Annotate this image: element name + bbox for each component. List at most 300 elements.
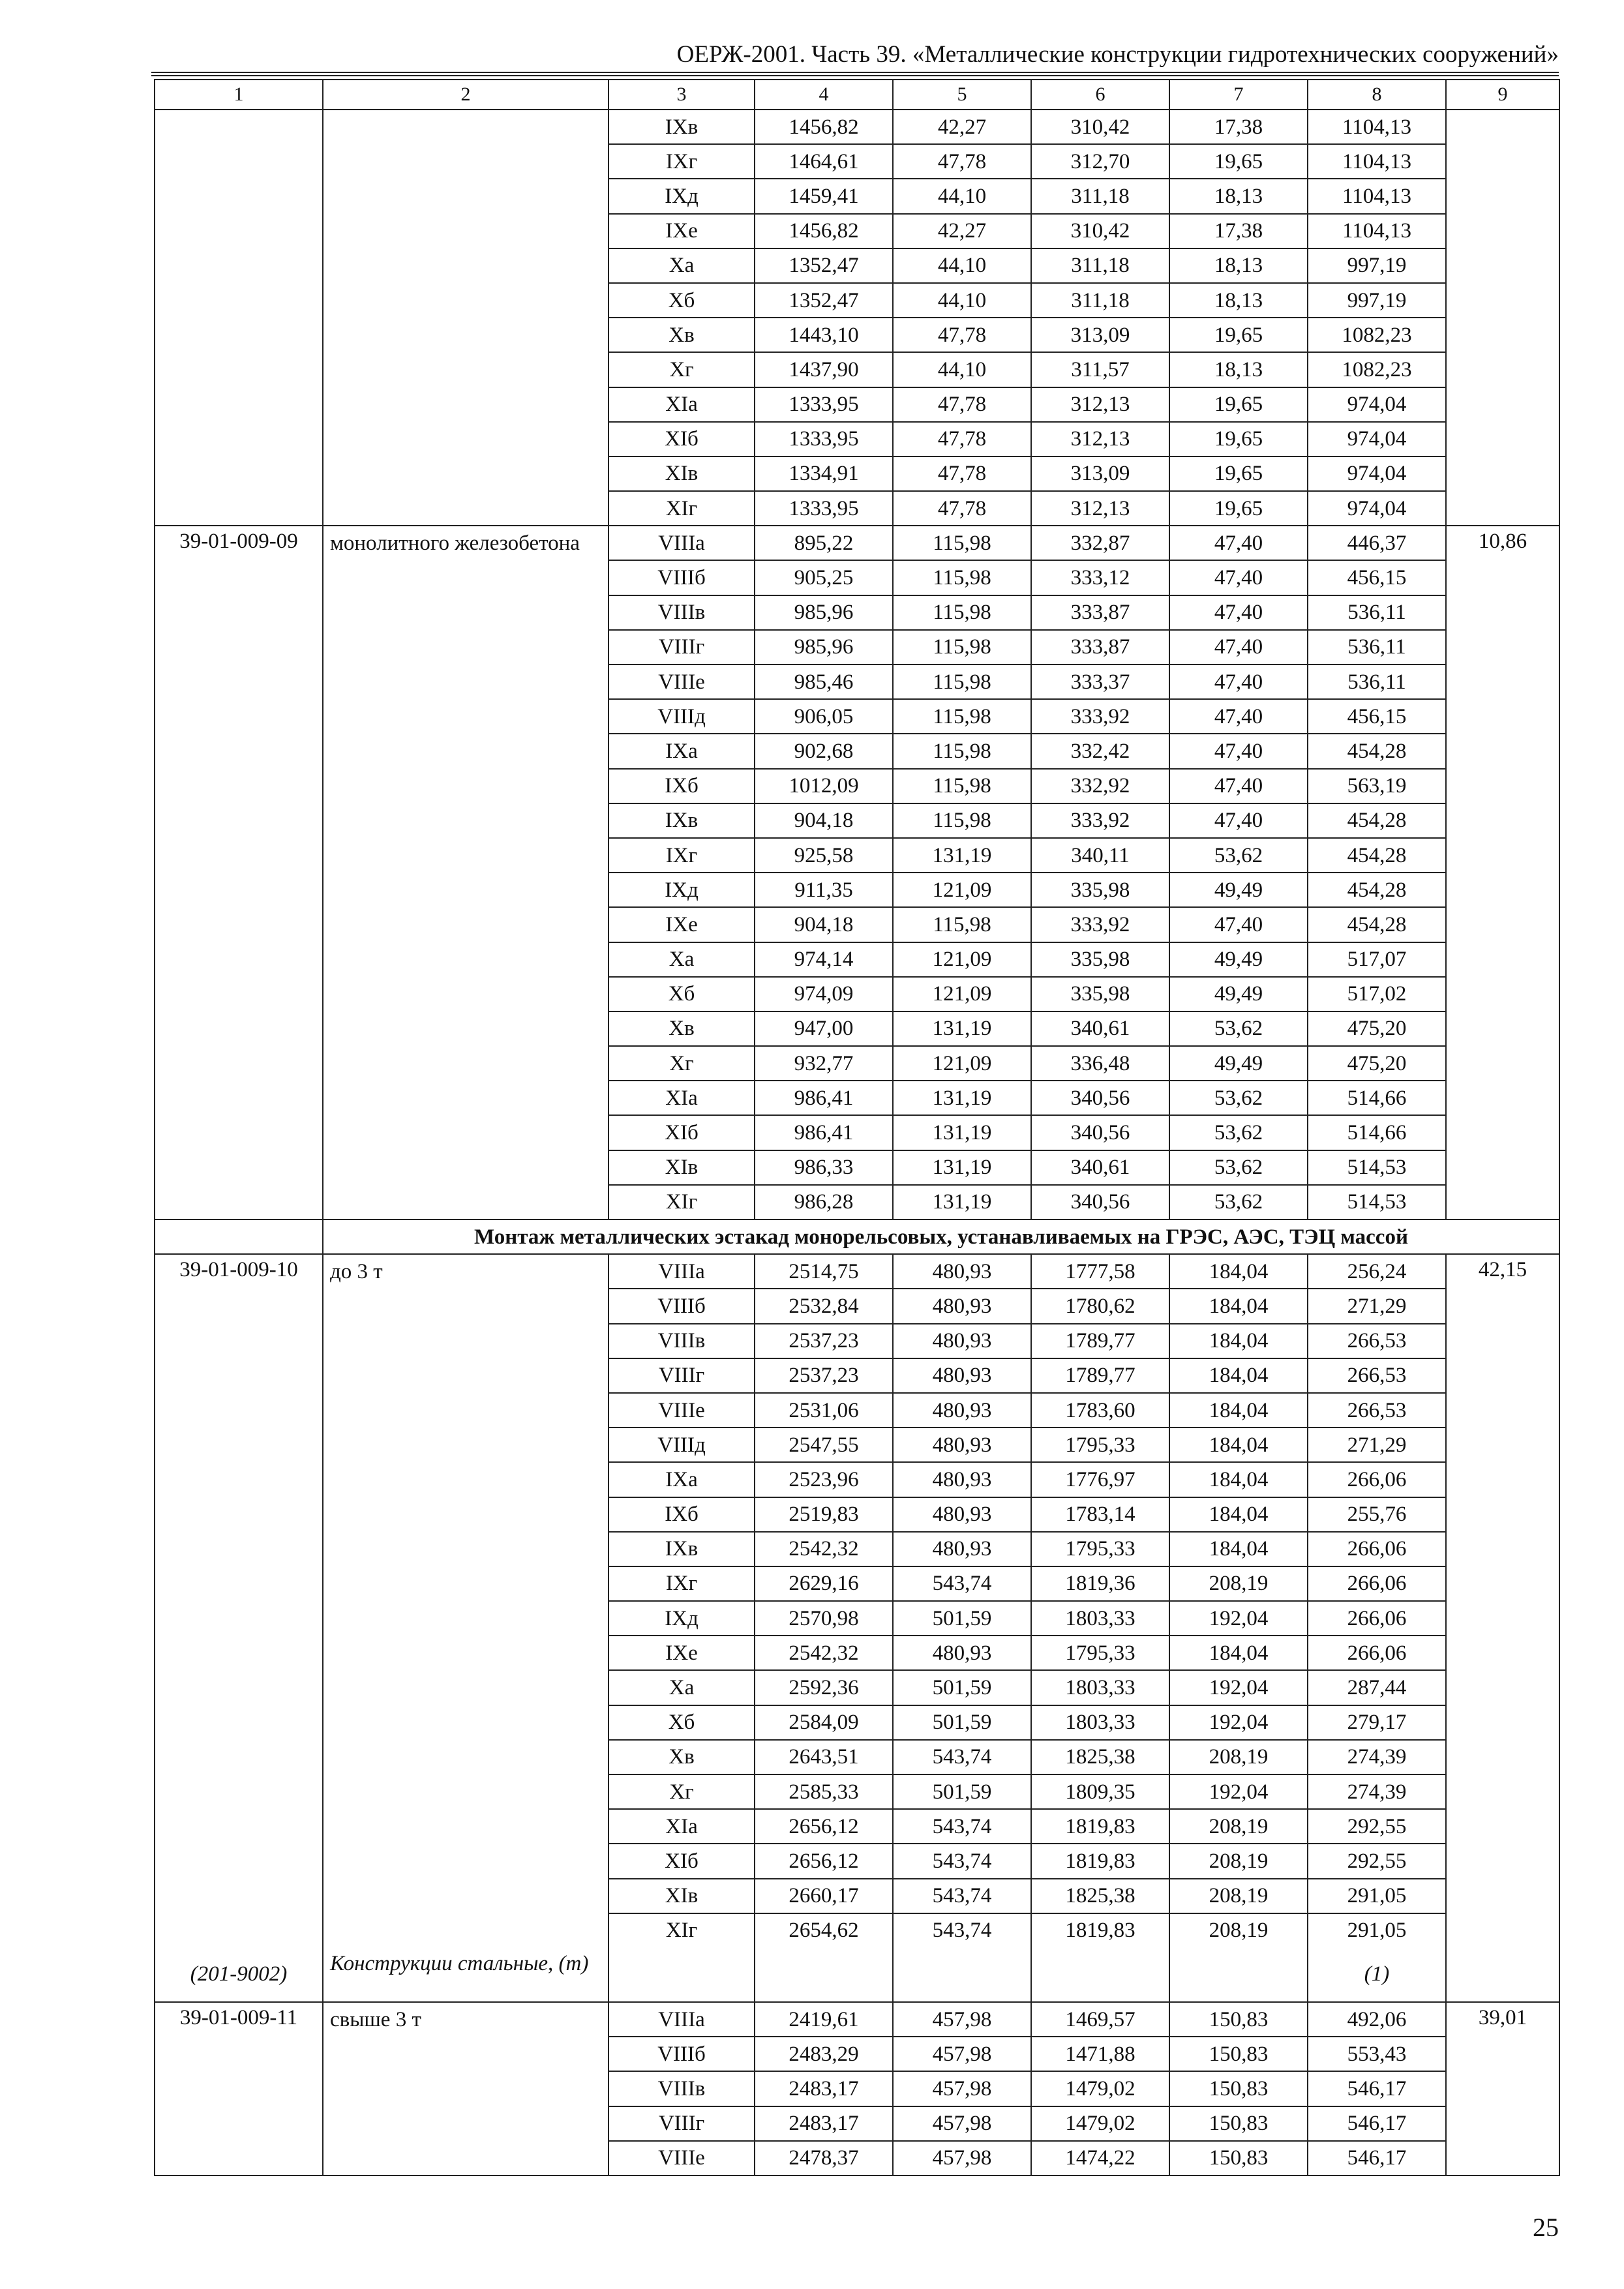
zone-cell: XIб [609, 1844, 755, 1878]
value-cell: 536,11 [1308, 665, 1446, 699]
value-cell: 543,74 [893, 1740, 1031, 1774]
value-cell: 208,19 [1169, 1844, 1308, 1878]
value-cell: 311,18 [1031, 248, 1169, 283]
value-cell: 2660,17 [755, 1879, 893, 1913]
value-cell: 49,49 [1169, 977, 1308, 1011]
zone-cell: VIIIб [609, 2037, 755, 2071]
value-cell: 986,41 [755, 1115, 893, 1150]
value-cell: 480,93 [893, 1462, 1031, 1497]
value-cell: 115,98 [893, 734, 1031, 768]
value-cell: 150,83 [1169, 2106, 1308, 2141]
value-cell: 1333,95 [755, 491, 893, 526]
value-cell: 2519,83 [755, 1497, 893, 1532]
value-cell: 336,48 [1031, 1046, 1169, 1081]
value-cell: 974,09 [755, 977, 893, 1011]
value-cell: 517,02 [1308, 977, 1446, 1011]
value-cell: 2531,06 [755, 1393, 893, 1428]
value-cell: 911,35 [755, 873, 893, 907]
value-cell: 514,66 [1308, 1081, 1446, 1115]
table-row [155, 2002, 1559, 2037]
value-cell: 279,17 [1308, 1705, 1446, 1740]
page-number: 25 [1533, 2213, 1559, 2242]
value-cell: 974,04 [1308, 422, 1446, 456]
zone-cell: XIа [609, 387, 755, 422]
value-cell: 932,77 [755, 1046, 893, 1081]
value-cell: 42,27 [893, 214, 1031, 248]
value-cell: 985,46 [755, 665, 893, 699]
value-cell: 947,00 [755, 1011, 893, 1046]
zone-cell: XIв [609, 456, 755, 491]
value-cell: 1479,02 [1031, 2071, 1169, 2106]
value-cell: 1437,90 [755, 352, 893, 387]
value-cell: 1471,88 [1031, 2037, 1169, 2071]
value-cell: 501,59 [893, 1705, 1031, 1740]
material-code: (201-9002) [155, 1947, 323, 2002]
value-cell: 18,13 [1169, 179, 1308, 213]
value-cell: 310,42 [1031, 110, 1169, 144]
value-cell: 208,19 [1169, 1566, 1308, 1601]
zone-cell: Xв [609, 1011, 755, 1046]
value-cell: 18,13 [1169, 248, 1308, 283]
value-cell: 208,19 [1169, 1913, 1308, 1947]
value-cell: 2537,23 [755, 1358, 893, 1393]
value-cell: 44,10 [893, 179, 1031, 213]
value-cell: 192,04 [1169, 1670, 1308, 1705]
value-cell: 47,40 [1169, 907, 1308, 942]
table-row [155, 110, 1559, 144]
value-cell: 131,19 [893, 1115, 1031, 1150]
value-cell: 553,43 [1308, 2037, 1446, 2071]
value-cell: 904,18 [755, 803, 893, 838]
value-cell: 457,98 [893, 2141, 1031, 2176]
column-number: 3 [609, 80, 755, 110]
extra-cell: 42,15 [1446, 1254, 1559, 2002]
value-cell: 19,65 [1169, 456, 1308, 491]
value-cell: 1464,61 [755, 144, 893, 179]
value-cell: 454,28 [1308, 838, 1446, 873]
material-name: Конструкции стальные, (т) [323, 1947, 609, 2002]
value-cell: 2537,23 [755, 1324, 893, 1358]
value-cell: 517,07 [1308, 942, 1446, 977]
zone-cell: Xб [609, 283, 755, 318]
value-cell: 131,19 [893, 838, 1031, 873]
value-cell: 2419,61 [755, 2002, 893, 2037]
value-cell: 457,98 [893, 2037, 1031, 2071]
value-cell: 150,83 [1169, 2071, 1308, 2106]
value-cell: 333,92 [1031, 803, 1169, 838]
value-cell: 333,87 [1031, 630, 1169, 665]
column-number: 2 [323, 80, 609, 110]
zone-cell: VIIIв [609, 1324, 755, 1358]
value-cell: 340,61 [1031, 1011, 1169, 1046]
value-cell: 454,28 [1308, 873, 1446, 907]
value-cell: 312,70 [1031, 144, 1169, 179]
value-cell: 47,40 [1169, 699, 1308, 734]
value-cell: 340,61 [1031, 1150, 1169, 1185]
value-cell: 192,04 [1169, 1705, 1308, 1740]
value-cell: 1819,83 [1031, 1844, 1169, 1878]
value-cell: 1104,13 [1308, 144, 1446, 179]
value-cell: 2478,37 [755, 2141, 893, 2176]
value-cell: 501,59 [893, 1774, 1031, 1809]
zone-cell: IXг [609, 144, 755, 179]
column-number-row [155, 80, 1559, 110]
name-cell [323, 110, 609, 526]
price-table [154, 79, 1560, 2176]
value-cell: 44,10 [893, 352, 1031, 387]
value-cell: 543,74 [893, 1913, 1031, 1947]
value-cell: 2483,29 [755, 2037, 893, 2071]
value-cell: 1795,33 [1031, 1636, 1169, 1670]
value-cell: 274,39 [1308, 1740, 1446, 1774]
value-cell: 115,98 [893, 526, 1031, 560]
value-cell: 184,04 [1169, 1497, 1308, 1532]
value-cell: 17,38 [1169, 214, 1308, 248]
value-cell: 501,59 [893, 1670, 1031, 1705]
material-value: (1) [1308, 1947, 1446, 2002]
zone-cell: XIв [609, 1879, 755, 1913]
value-cell: 184,04 [1169, 1636, 1308, 1670]
value-cell: 115,98 [893, 769, 1031, 803]
value-cell: 985,96 [755, 595, 893, 630]
value-cell: 333,12 [1031, 560, 1169, 595]
value-cell: 1795,33 [1031, 1428, 1169, 1462]
zone-cell: IXд [609, 1601, 755, 1636]
zone-cell: VIIIе [609, 1393, 755, 1428]
value-cell: 47,40 [1169, 769, 1308, 803]
value-cell: 184,04 [1169, 1532, 1308, 1566]
value-cell: 480,93 [893, 1289, 1031, 1323]
value-cell: 256,24 [1308, 1254, 1446, 1289]
column-number: 5 [893, 80, 1031, 110]
value-cell: 131,19 [893, 1150, 1031, 1185]
value-cell: 18,13 [1169, 352, 1308, 387]
value-cell: 333,92 [1031, 907, 1169, 942]
zone-cell: IXв [609, 1532, 755, 1566]
value-cell: 313,09 [1031, 456, 1169, 491]
value-cell: 1803,33 [1031, 1670, 1169, 1705]
value-cell: 266,06 [1308, 1462, 1446, 1497]
section-row [155, 1219, 1559, 1254]
value-cell: 2523,96 [755, 1462, 893, 1497]
value-cell: 1333,95 [755, 387, 893, 422]
value-cell: 340,56 [1031, 1081, 1169, 1115]
value-cell: 208,19 [1169, 1740, 1308, 1774]
value-cell: 335,98 [1031, 977, 1169, 1011]
name-cell: до 3 т [323, 1254, 609, 1947]
column-number: 7 [1169, 80, 1308, 110]
value-cell: 44,10 [893, 283, 1031, 318]
zone-cell: Xа [609, 248, 755, 283]
value-cell: 266,06 [1308, 1566, 1446, 1601]
value-cell: 47,40 [1169, 803, 1308, 838]
table-row [155, 526, 1559, 560]
value-cell: 1777,58 [1031, 1254, 1169, 1289]
value-cell: 454,28 [1308, 734, 1446, 768]
value-cell: 49,49 [1169, 873, 1308, 907]
value-cell: 19,65 [1169, 144, 1308, 179]
value-cell: 311,18 [1031, 179, 1169, 213]
value-cell: 53,62 [1169, 1115, 1308, 1150]
value-cell: 131,19 [893, 1081, 1031, 1115]
zone-cell: XIв [609, 1150, 755, 1185]
zone-cell: IXд [609, 873, 755, 907]
value-cell: 1776,97 [1031, 1462, 1169, 1497]
value-cell: 47,40 [1169, 734, 1308, 768]
zone-cell: XIб [609, 422, 755, 456]
value-cell: 2585,33 [755, 1774, 893, 1809]
value-cell: 47,40 [1169, 595, 1308, 630]
zone-cell: VIIIа [609, 526, 755, 560]
value-cell: 974,04 [1308, 387, 1446, 422]
value-cell: 2656,12 [755, 1809, 893, 1844]
value-cell: 543,74 [893, 1566, 1031, 1601]
value-cell: 311,18 [1031, 283, 1169, 318]
value-cell: 456,15 [1308, 699, 1446, 734]
value-cell: 2592,36 [755, 1670, 893, 1705]
value-cell: 115,98 [893, 560, 1031, 595]
value-cell: 53,62 [1169, 1150, 1308, 1185]
value-cell: 2643,51 [755, 1740, 893, 1774]
value-cell: 332,42 [1031, 734, 1169, 768]
value-cell: 115,98 [893, 699, 1031, 734]
value-cell: 192,04 [1169, 1601, 1308, 1636]
value-cell: 974,04 [1308, 491, 1446, 526]
value-cell: 150,83 [1169, 2037, 1308, 2071]
value-cell: 115,98 [893, 595, 1031, 630]
value-cell: 904,18 [755, 907, 893, 942]
value-cell: 121,09 [893, 873, 1031, 907]
value-cell: 47,78 [893, 491, 1031, 526]
value-cell: 271,29 [1308, 1289, 1446, 1323]
value-cell: 335,98 [1031, 942, 1169, 977]
value-cell: 292,55 [1308, 1844, 1446, 1878]
zone-cell: Xа [609, 942, 755, 977]
value-cell: 184,04 [1169, 1428, 1308, 1462]
value-cell: 1819,83 [1031, 1913, 1169, 1947]
value-cell: 208,19 [1169, 1879, 1308, 1913]
value-cell: 19,65 [1169, 387, 1308, 422]
value-cell: 291,05 [1308, 1879, 1446, 1913]
value-cell: 1809,35 [1031, 1774, 1169, 1809]
value-cell: 456,15 [1308, 560, 1446, 595]
zone-cell: IXб [609, 769, 755, 803]
value-cell: 446,37 [1308, 526, 1446, 560]
value-cell: 457,98 [893, 2002, 1031, 2037]
column-number: 6 [1031, 80, 1169, 110]
value-cell: 514,53 [1308, 1150, 1446, 1185]
zone-cell: XIг [609, 1185, 755, 1219]
zone-cell: IXв [609, 110, 755, 144]
value-cell: 475,20 [1308, 1046, 1446, 1081]
value-cell: 121,09 [893, 942, 1031, 977]
column-number: 9 [1446, 80, 1559, 110]
value-cell: 480,93 [893, 1532, 1031, 1566]
value-cell: 49,49 [1169, 1046, 1308, 1081]
zone-cell: IXб [609, 1497, 755, 1532]
value-cell: 2656,12 [755, 1844, 893, 1878]
value-cell: 266,53 [1308, 1324, 1446, 1358]
value-cell: 2629,16 [755, 1566, 893, 1601]
value-cell: 131,19 [893, 1185, 1031, 1219]
value-cell: 563,19 [1308, 769, 1446, 803]
value-cell: 1456,82 [755, 110, 893, 144]
value-cell: 115,98 [893, 907, 1031, 942]
zone-cell: Xб [609, 977, 755, 1011]
value-cell: 501,59 [893, 1601, 1031, 1636]
value-cell: 480,93 [893, 1254, 1031, 1289]
value-cell: 546,17 [1308, 2141, 1446, 2176]
extra-cell: 39,01 [1446, 2002, 1559, 2176]
zone-cell: IXг [609, 838, 755, 873]
value-cell: 1082,23 [1308, 352, 1446, 387]
value-cell: 312,13 [1031, 422, 1169, 456]
value-cell: 1104,13 [1308, 179, 1446, 213]
value-cell: 340,56 [1031, 1115, 1169, 1150]
zone-cell: XIг [609, 491, 755, 526]
section-title: Монтаж металлических эстакад монорельсовых, устанавливаемых на ГРЭС, АЭС, ТЭЦ массой [323, 1219, 1559, 1254]
page-header: ОЕРЖ-2001. Часть 39. «Металлические конструкции гидротехнических сооружений» [676, 41, 1559, 68]
value-cell: 274,39 [1308, 1774, 1446, 1809]
value-cell: 47,40 [1169, 665, 1308, 699]
value-cell: 480,93 [893, 1497, 1031, 1532]
value-cell: 1443,10 [755, 318, 893, 352]
value-cell: 457,98 [893, 2071, 1031, 2106]
value-cell: 255,76 [1308, 1497, 1446, 1532]
value-cell: 333,37 [1031, 665, 1169, 699]
value-cell: 1819,36 [1031, 1566, 1169, 1601]
zone-cell: IXд [609, 179, 755, 213]
zone-cell: Xг [609, 352, 755, 387]
value-cell: 1334,91 [755, 456, 893, 491]
value-cell: 208,19 [1169, 1809, 1308, 1844]
value-cell: 514,66 [1308, 1115, 1446, 1150]
value-cell: 47,40 [1169, 630, 1308, 665]
value-cell: 47,40 [1169, 526, 1308, 560]
value-cell: 310,42 [1031, 214, 1169, 248]
value-cell: 454,28 [1308, 803, 1446, 838]
value-cell: 291,05 [1308, 1913, 1446, 1947]
value-cell: 1474,22 [1031, 2141, 1169, 2176]
value-cell: 997,19 [1308, 283, 1446, 318]
value-cell: 115,98 [893, 665, 1031, 699]
value-cell: 974,04 [1308, 456, 1446, 491]
extra-cell [1446, 110, 1559, 526]
value-cell: 292,55 [1308, 1809, 1446, 1844]
value-cell: 121,09 [893, 977, 1031, 1011]
value-cell: 2532,84 [755, 1289, 893, 1323]
value-cell: 536,11 [1308, 595, 1446, 630]
value-cell: 1803,33 [1031, 1705, 1169, 1740]
value-cell: 2514,75 [755, 1254, 893, 1289]
zone-cell: VIIIд [609, 1428, 755, 1462]
value-cell: 1352,47 [755, 248, 893, 283]
value-cell: 184,04 [1169, 1254, 1308, 1289]
value-cell: 332,87 [1031, 526, 1169, 560]
value-cell: 17,38 [1169, 110, 1308, 144]
zone-cell: VIIIб [609, 560, 755, 595]
value-cell: 906,05 [755, 699, 893, 734]
value-cell: 266,06 [1308, 1636, 1446, 1670]
code-cell [155, 110, 323, 526]
zone-cell: IXа [609, 734, 755, 768]
value-cell: 131,19 [893, 1011, 1031, 1046]
value-cell: 53,62 [1169, 838, 1308, 873]
value-cell: 2542,32 [755, 1532, 893, 1566]
value-cell: 1789,77 [1031, 1358, 1169, 1393]
zone-cell: VIIIг [609, 2106, 755, 2141]
zone-cell: Xа [609, 1670, 755, 1705]
value-cell: 332,92 [1031, 769, 1169, 803]
value-cell: 480,93 [893, 1636, 1031, 1670]
value-cell: 271,29 [1308, 1428, 1446, 1462]
value-cell: 985,96 [755, 630, 893, 665]
zone-cell: VIIIа [609, 2002, 755, 2037]
value-cell: 313,09 [1031, 318, 1169, 352]
value-cell: 543,74 [893, 1809, 1031, 1844]
value-cell: 475,20 [1308, 1011, 1446, 1046]
value-cell: 2542,32 [755, 1636, 893, 1670]
value-cell: 115,98 [893, 803, 1031, 838]
value-cell: 1104,13 [1308, 214, 1446, 248]
value-cell: 2483,17 [755, 2106, 893, 2141]
name-cell: свыше 3 т [323, 2002, 609, 2176]
value-cell: 905,25 [755, 560, 893, 595]
material-row [155, 1947, 1559, 2002]
zone-cell: Xг [609, 1774, 755, 1809]
value-cell: 454,28 [1308, 907, 1446, 942]
table-row [155, 1254, 1559, 1289]
value-cell: 115,98 [893, 630, 1031, 665]
value-cell: 266,53 [1308, 1393, 1446, 1428]
value-cell: 480,93 [893, 1324, 1031, 1358]
value-cell: 42,27 [893, 110, 1031, 144]
value-cell: 47,78 [893, 422, 1031, 456]
zone-cell: VIIIв [609, 595, 755, 630]
column-number: 1 [155, 80, 323, 110]
value-cell: 47,78 [893, 318, 1031, 352]
value-cell: 925,58 [755, 838, 893, 873]
value-cell: 1082,23 [1308, 318, 1446, 352]
zone-cell: IXв [609, 803, 755, 838]
zone-cell: Xв [609, 318, 755, 352]
value-cell: 340,56 [1031, 1185, 1169, 1219]
value-cell: 340,11 [1031, 838, 1169, 873]
zone-cell: IXе [609, 1636, 755, 1670]
value-cell: 1819,83 [1031, 1809, 1169, 1844]
code-cell: 39-01-009-09 [155, 526, 323, 1219]
zone-cell: IXе [609, 214, 755, 248]
value-cell: 2584,09 [755, 1705, 893, 1740]
value-cell: 1479,02 [1031, 2106, 1169, 2141]
zone-cell: VIIIг [609, 1358, 755, 1393]
value-cell: 1803,33 [1031, 1601, 1169, 1636]
value-cell: 184,04 [1169, 1289, 1308, 1323]
header-rule-2 [151, 75, 1559, 76]
zone-cell: XIб [609, 1115, 755, 1150]
value-cell: 1825,38 [1031, 1879, 1169, 1913]
value-cell: 47,40 [1169, 560, 1308, 595]
value-cell: 1012,09 [755, 769, 893, 803]
value-cell: 2483,17 [755, 2071, 893, 2106]
value-cell: 49,49 [1169, 942, 1308, 977]
value-cell: 997,19 [1308, 248, 1446, 283]
value-cell: 546,17 [1308, 2106, 1446, 2141]
value-cell: 1104,13 [1308, 110, 1446, 144]
extra-cell: 10,86 [1446, 526, 1559, 1219]
zone-cell: XIг [609, 1913, 755, 1947]
value-cell: 150,83 [1169, 2002, 1308, 2037]
